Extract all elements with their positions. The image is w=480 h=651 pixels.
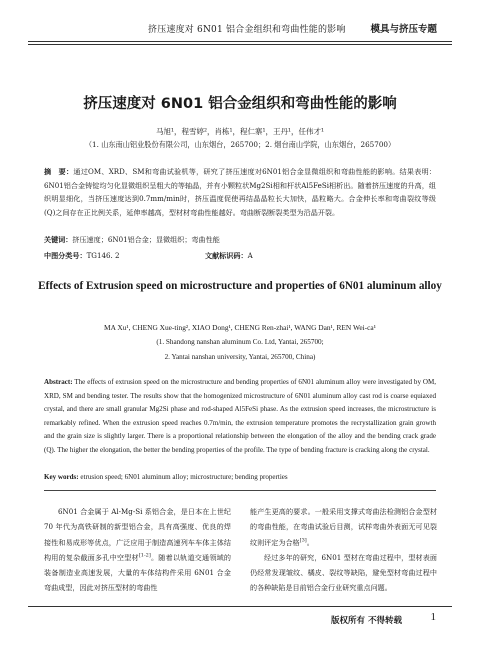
keywords-en-text: etrusion speed; 6N01 aluminum alloy; microstructure; bending properties xyxy=(80,473,288,481)
body-text: 。随着以轨道交通领域的装备制造业高速发展，大量的车体结构件采用 6N01 合金弯曲成型，因此对挤压型材的弯曲性 xyxy=(44,552,232,593)
body-text: 6N01 合金属于 Al-Mg-Si 系铝合金，是日本在上世纪 70 年代为高铁研制的新型铝合金，具有高强度、优良的焊接性和易成形等优点，广泛应用于制造高速列车车体主体结构用的复杂截面多孔中空型材 xyxy=(44,507,231,562)
abstract-en-label: Abstract: xyxy=(44,378,73,386)
running-title: 挤压速度对 6N01 铝合金组织和弯曲性能的影响 xyxy=(148,25,346,35)
citation: [1-2] xyxy=(138,552,151,559)
paper-title-en: Effects of Extrusion speed on microstructure and properties of 6N01 aluminum alloy xyxy=(38,280,442,292)
body-text: 。 xyxy=(306,537,314,547)
clc-label: 中图分类号： xyxy=(44,251,87,260)
body-column-right xyxy=(250,504,437,596)
abstract-cn-text: 通过OM、XRD、SM和弯曲试验机等，研究了挤压速度对6N01铝合金显微组织和弯曲性能的影响。结果表明：6N01铝合金铸锭均匀化显微组织呈粗大的等轴晶，并有小颗粒状Mg2Si相和杆状Al5FeSi相析出。随着挤压速度的升高，组织明显细化，当挤压速度达到0.7mm/min时，挤压温度促使再结晶晶粒长大加快，晶粒略大。合金伸长率和弯曲裂纹等级(Q)之间存在正比例关系，延伸率越高，型材材弯曲性能越好。弯曲断裂断裂类型为沿晶开裂。 xyxy=(44,167,436,217)
body-paragraph xyxy=(250,504,437,550)
doc-code-label: 文献标识码： xyxy=(205,251,248,260)
abstract-cn xyxy=(44,165,436,219)
header-rule xyxy=(28,41,452,42)
body-text: 能产生更高的要求。一般采用支撑式弯曲法检测铝合金型材的弯曲性能，在弯曲试验后目测，试样弯曲外表面无可见裂纹则评定为合格 xyxy=(250,507,437,547)
body-paragraph xyxy=(44,504,231,596)
running-header xyxy=(0,22,480,38)
doc-code-value: A xyxy=(247,251,253,260)
abstract-en-text: The effects of extrusion speed on the microstructure and bending properties of 6N01 aluminum alloy were investigated by OM, XRD, SM and bending tester. The results show that the homogenized microstructure of 6N01 aluminum alloy cast rod is coarse equiaxed crystal, and there are small granular Mg2Si phase and rod-shaped Al5FeSi phase. As the extrusion speed increases, the microstructure is remarkably refined. When the extrusion speed reaches 0.7m/min, the extrusion temperature promotes the recrystallization grain growth and the grain size is slightly larger. There is a proportional relationship between the elongation of the alloy and the bending crack grade (Q). The higher the elongation, the better the bending properties of the profile. The type of bending fracture is cracking along the crystal. xyxy=(44,378,436,454)
paper-title-cn: 挤压速度对 6N01 铝合金组织和弯曲性能的影响 xyxy=(83,96,397,112)
page-number: 1 xyxy=(430,611,436,623)
keywords-en-label: Key words: xyxy=(44,473,79,481)
doc-code xyxy=(205,251,253,261)
body-divider xyxy=(44,490,436,491)
abstract-cn-label: 摘 要： xyxy=(44,167,74,176)
footer-rule xyxy=(28,606,452,607)
keywords-cn-label: 关键词： xyxy=(44,235,73,244)
section-name: 模具与挤压专题 xyxy=(370,24,437,35)
affiliation-cn: （1. 山东南山铝业股份有限公司，山东烟台，265700；2. 烟台南山学院，山东烟台，265700） xyxy=(84,140,396,149)
abstract-en xyxy=(44,376,436,457)
authors-cn: 马旭¹，程雪婷²，肖栋¹，程仁寨¹，王丹¹，任伟才¹ xyxy=(155,127,325,136)
clc-value: TG146. 2 xyxy=(86,251,120,260)
keywords-cn xyxy=(44,235,436,245)
keywords-cn-text: 挤压速度；6N01铝合金；显微组织；弯曲性能 xyxy=(72,235,220,244)
header-rule-secondary xyxy=(28,44,452,45)
affiliation-en-2: 2. Yantai nanshan university, Yantai, 265700, China) xyxy=(164,353,316,361)
affiliation-en-1: (1. Shandong nanshan aluminum Co. Ltd, Yantai, 265700; xyxy=(156,338,324,346)
authors-en: MA Xu¹, CHENG Xue-ting², XIAO Dong¹, CHENG Ren-zhai¹, WANG Dan¹, REN Wei-ca¹ xyxy=(104,323,376,332)
body-paragraph xyxy=(250,550,437,596)
rights-notice: 版权所有 不得转载 xyxy=(331,616,402,626)
keywords-en xyxy=(44,473,444,481)
classification-line xyxy=(44,251,436,261)
citation: [3] xyxy=(299,537,307,544)
body-column-left xyxy=(44,504,231,596)
body-text: 经过多年的研究，6N01 型材在弯曲过程中，型材表面仍经常发现皱纹、橘皮、裂纹等缺陷，避免型材弯曲过程中的各种缺陷是目前铝合金行业研究重点问题。 xyxy=(250,552,437,593)
